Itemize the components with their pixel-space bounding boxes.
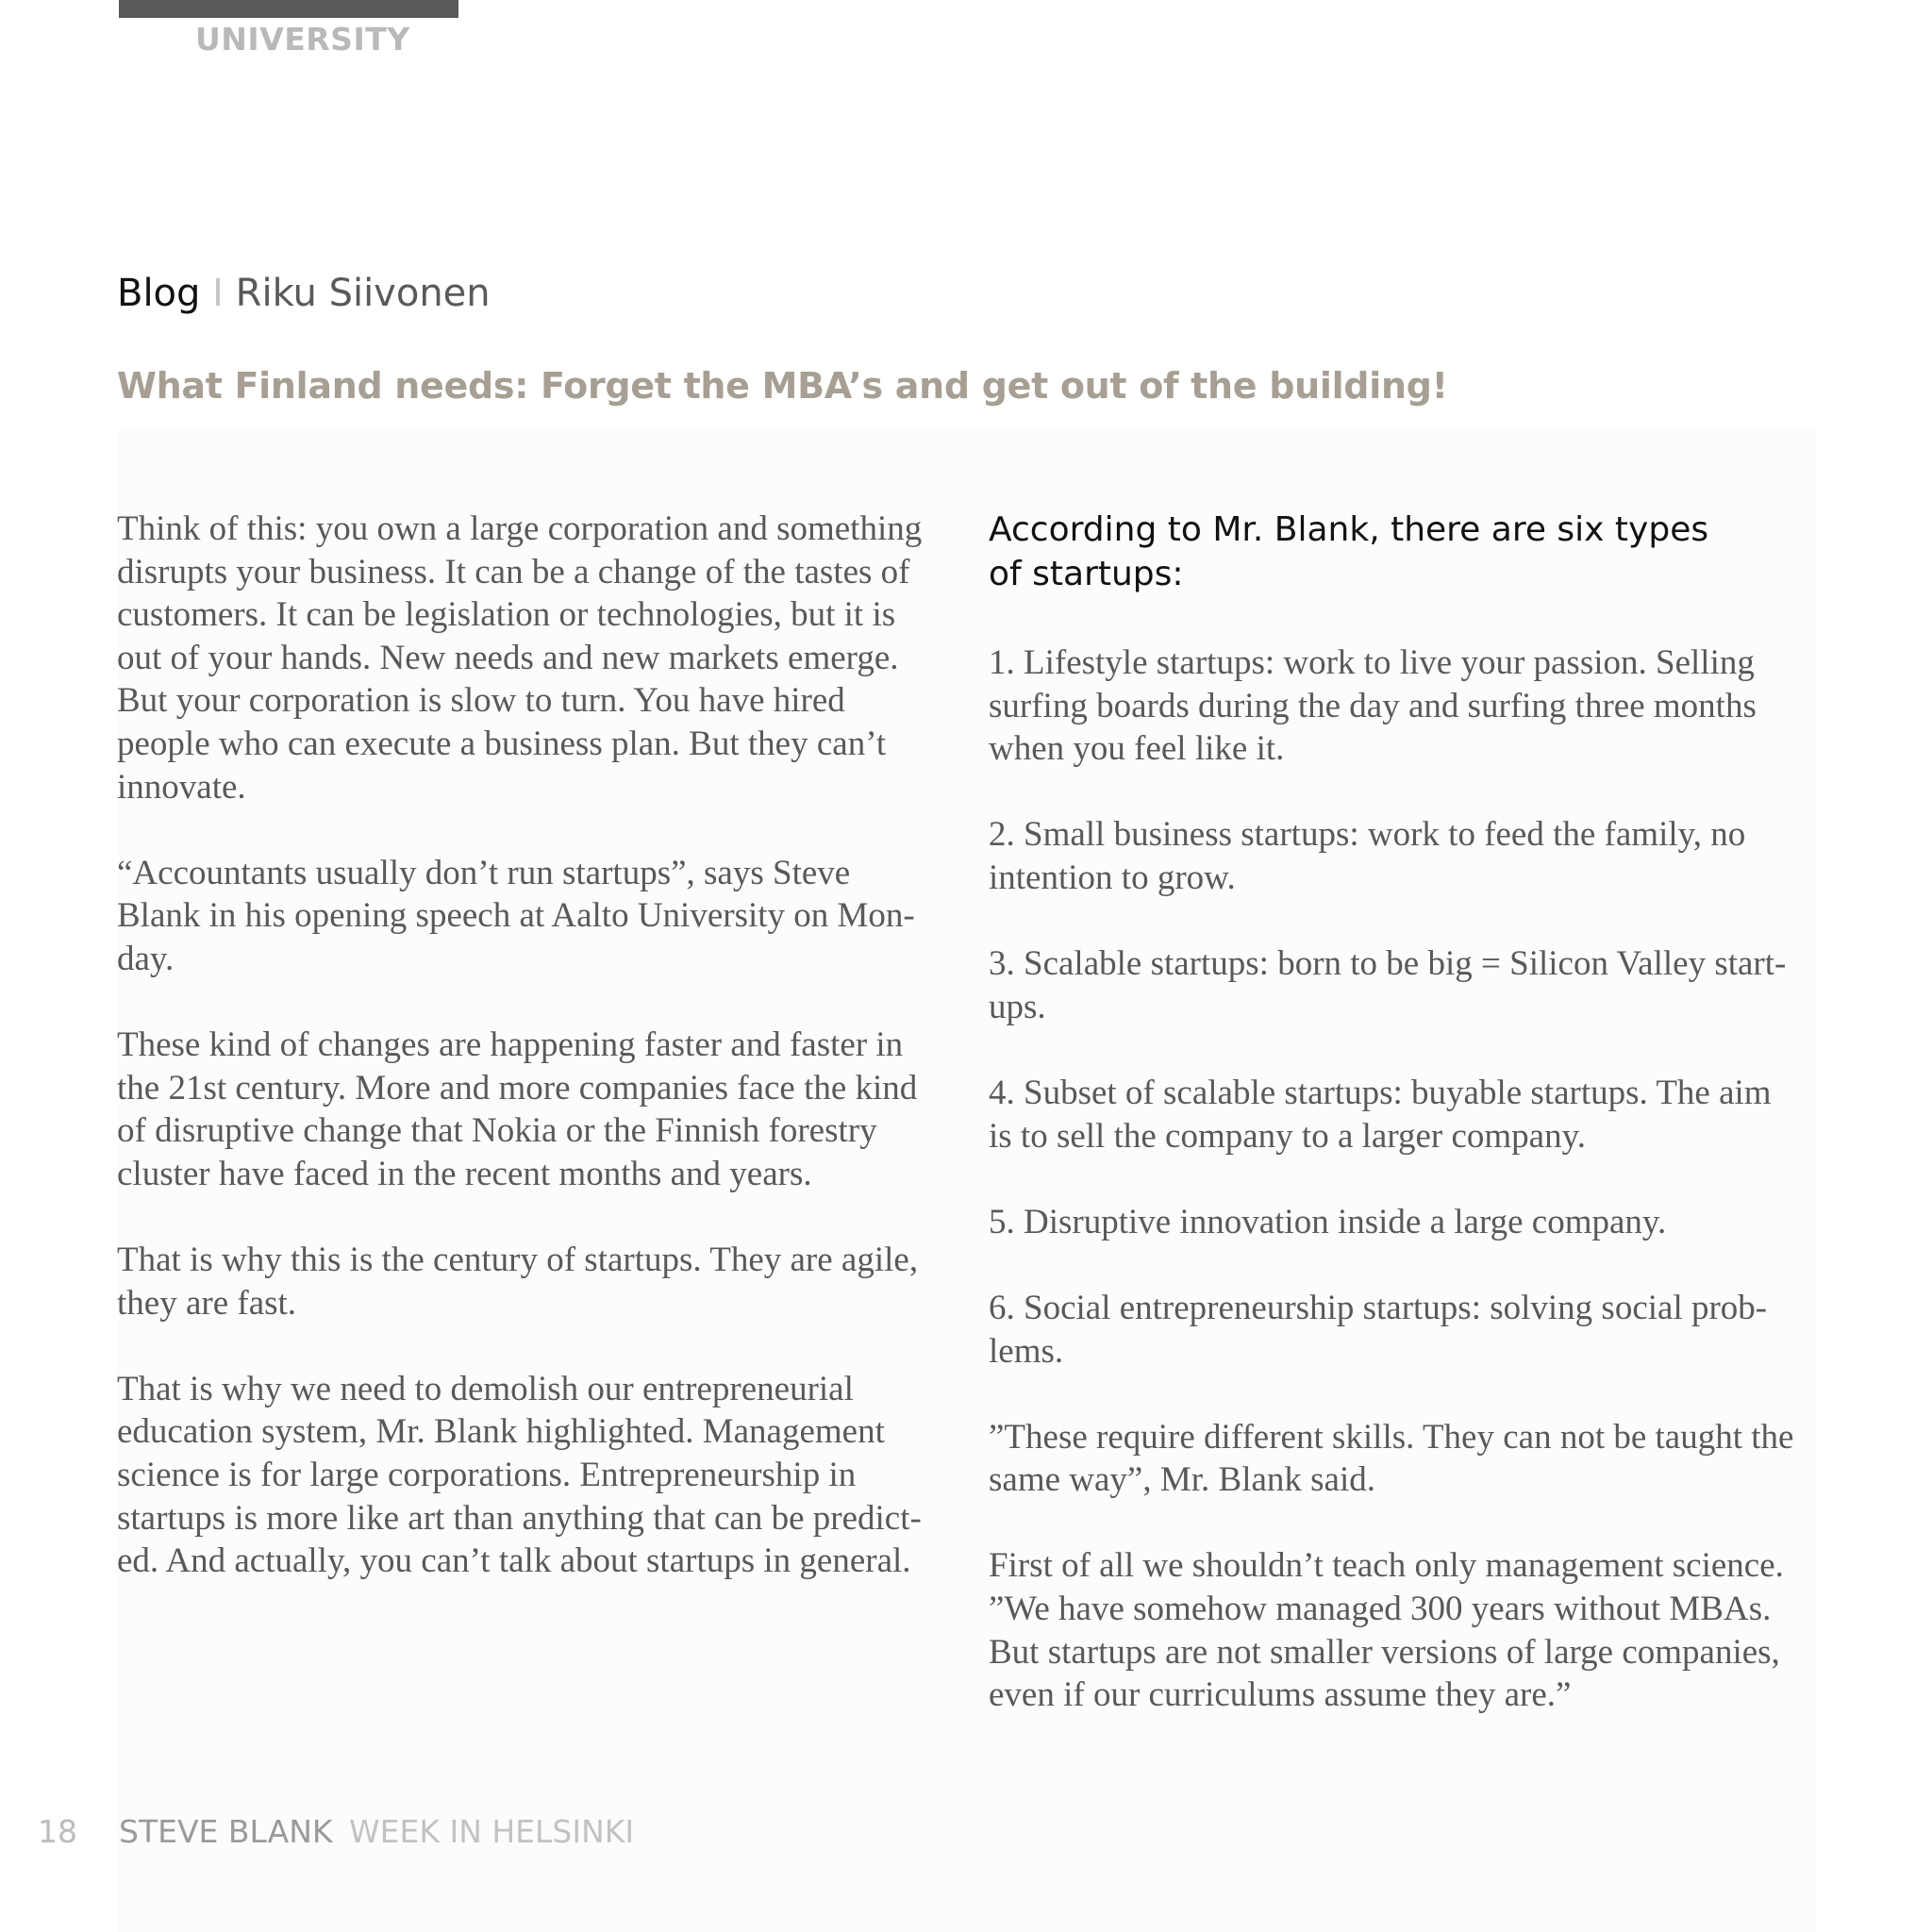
paragraph: That is why this is the century of startups. They are agile, they are fast. [117,1241,919,1323]
header-bar [119,0,458,18]
footer-subtitle: WEEK IN HELSINKI [349,1813,635,1850]
list-item: 4. Subset of scalable startups: buyable startups. The aim is to sell the company to a larger company. [989,1073,1772,1156]
article-right-column [989,508,1838,1759]
footer-title: STEVE BLANK [119,1813,333,1850]
list-item: 2. Small business startups: work to feed the family, no intention to grow. [989,815,1746,897]
list-item: 5. Disruptive innovation inside a large company. [989,1202,1667,1241]
page-number: 18 [38,1813,77,1850]
paragraph: These kind of changes are happening faster and faster in the 21st century. More and more companies face the kind of disruptive change that Nokia or the Finnish forestry cluster have faced in the recent months and years. [117,1025,918,1193]
list-item: 6. Social entrepreneurship startups: solving social prob- lems. [989,1288,1768,1371]
paragraph: First of all we shouldn’t teach only management science. ”We have somehow managed 300 years without MBAs. But startups are not smaller versions of large companies, even if our curriculums assume they are.” [989,1546,1784,1715]
startup-types-subhead: According to Mr. Blank, there are six types of startups: [989,510,1709,593]
byline [117,272,491,315]
paragraph: “Accountants usually don’t run startups”, says Steve Blank in his opening speech at Aalto University on Mon- day. [117,853,915,978]
article-headline: What Finland needs: Forget the MBA’s and get out of the building! [117,365,1448,407]
article-left-column [117,508,957,1625]
byline-separator: I [212,272,224,315]
section-label: UNIVERSITY [195,21,410,58]
paragraph: That is why we need to demolish our entrepreneurial education system, Mr. Blank highlighted. Management science is for large corporations. Entrepreneurship in startups is more like art than anything that can be predict- ed. And actually, you can’t talk about startups in general. [117,1369,922,1581]
paragraph: Think of this: you own a large corporation and something disrupts your business. It can be a change of the tastes of customers. It can be legislation or technologies, but it is out of your hands. New needs and new markets emerge. But your corporation is slow to turn. You have hired people who can execute a business plan. But they can’t innovate. [117,509,923,807]
byline-blog: Blog [117,272,201,315]
list-item: 1. Lifestyle startups: work to live your passion. Selling surfing boards during the day and surfing three months when you feel like it. [989,643,1757,769]
page-footer [38,1813,635,1850]
list-item: 3. Scalable startups: born to be big = Silicon Valley start- ups. [989,944,1787,1026]
byline-author: Riku Siivonen [235,272,491,315]
paragraph: ”These require different skills. They can not be taught the same way”, Mr. Blank said. [989,1417,1794,1500]
